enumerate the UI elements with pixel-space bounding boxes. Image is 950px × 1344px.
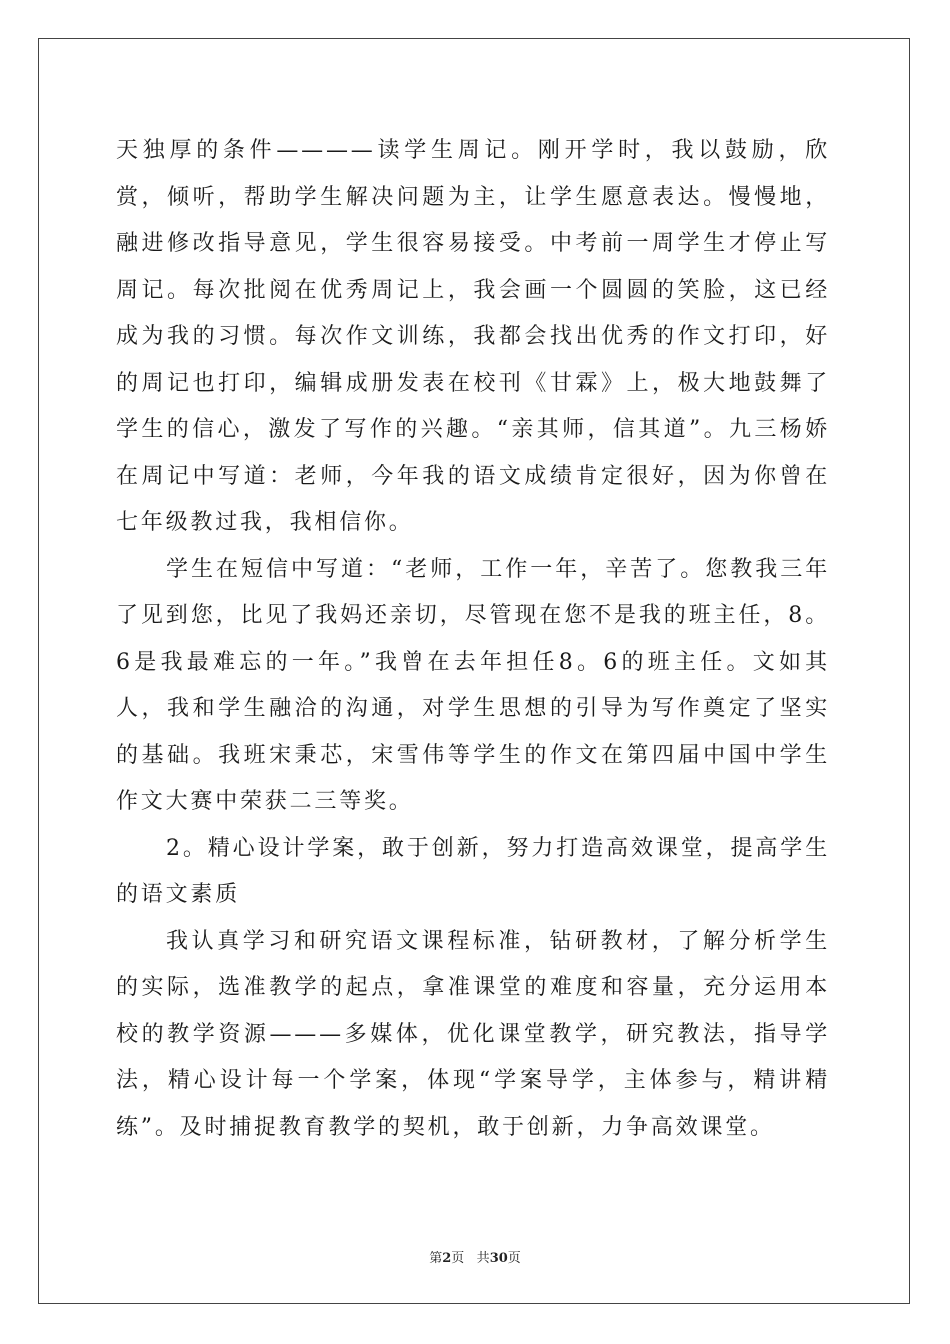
paragraph-3-heading: 2。精心设计学案，敢于创新，努力打造高效课堂，提高学生的语文素质 [116, 835, 830, 907]
page-number: 2 [442, 1251, 452, 1266]
document-body [116, 128, 830, 1151]
page-footer [0, 1247, 950, 1266]
paragraph-1: 天独厚的条件————读学生周记。刚开学时，我以鼓励，欣赏，倾听，帮助学生解决问题为主，让学生愿意表达。慢慢地，融进修改指导意见，学生很容易接受。中考前一周学生才停止写周记。每次批阅在优秀周记上，我会画一个圆圆的笑脸，这已经成为我的习惯。每次作文训练，我都会找出优秀的作文打印，好的周记也打印，编辑成册发表在校刊《甘霖》上，极大地鼓舞了学生的信心，激发了写作的兴趣。“亲其师，信其道”。九三杨娇在周记中写道：老师，今年我的语文成绩肯定很好，因为你曾在七年级教过我，我相信你。 [116, 138, 830, 535]
page-suffix: 页 [451, 1251, 465, 1266]
paragraph-4: 我认真学习和研究语文课程标准，钻研教材，了解分析学生的实际，选准教学的起点，拿准课堂的难度和容量，充分运用本校的教学资源———多媒体，优化课堂教学，研究教法，指导学法，精心设计每一个学案，体现“学案导学，主体参与，精讲精练”。及时捕捉教育教学的契机，敢于创新，力争高效课堂。 [116, 928, 830, 1140]
total-pages: 30 [489, 1251, 508, 1266]
page-prefix: 第 [429, 1251, 443, 1266]
total-suffix: 页 [507, 1251, 521, 1266]
total-prefix: 共 [476, 1251, 490, 1266]
paragraph-2: 学生在短信中写道：“老师，工作一年，辛苦了。您教我三年了见到您，比见了我妈还亲切，尽管现在您不是我的班主任，8。6是我最难忘的一年。”我曾在去年担任8。6的班主任。文如其人，我和学生融洽的沟通，对学生思想的引导为写作奠定了坚实的基础。我班宋秉芯，宋雪伟等学生的作文在第四届中国中学生作文大赛中荣获二三等奖。 [116, 556, 830, 814]
